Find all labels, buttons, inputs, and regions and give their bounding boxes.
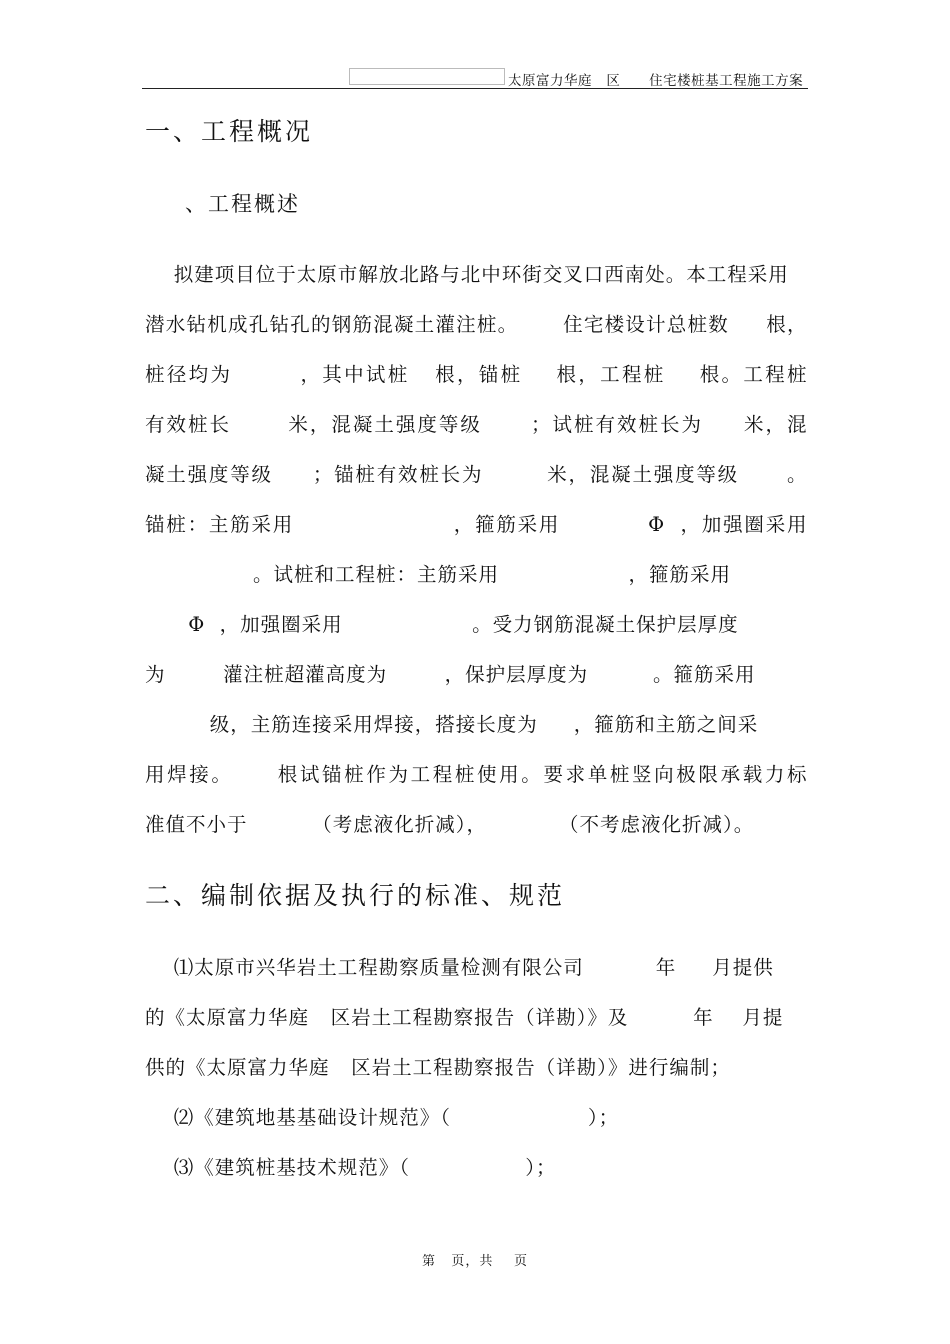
header-divider	[142, 88, 808, 89]
running-header: 太原富力华庭 区 住宅楼桩基工程施工方案	[508, 73, 804, 89]
basis-line: 供的《太原富力华庭 区岩土工程勘察报告（详勘）》进行编制；	[145, 1056, 731, 1079]
overview-line: 桩径均为 ，其中试桩 根，锚桩 根，工程桩 根。工程桩	[145, 363, 807, 386]
header-blank-field	[349, 68, 505, 85]
overview-line: 锚桩：主筋采用 ，箍筋采用 Φ ，加强圈采用	[145, 513, 807, 536]
section-1-1-heading: 、工程概述	[185, 192, 300, 216]
page-footer: 第 页，共 页	[422, 1254, 528, 1269]
overview-line: Φ ，加强圈采用 。受力钢筋混凝土保护层厚度	[145, 613, 739, 636]
overview-line: 准值不小于 （考虑液化折减）， （不考虑液化折减）。	[145, 813, 755, 836]
section-2-heading: 二、编制依据及执行的标准、规范	[145, 881, 566, 910]
overview-line: 级，主筋连接采用焊接，搭接长度为 ，箍筋和主筋之间采	[145, 713, 759, 736]
basis-line: ⑵《建筑地基基础设计规范》（ ）；	[145, 1106, 620, 1129]
section-1-heading: 一、工程概况	[145, 117, 314, 146]
overview-line: 拟建项目位于太原市解放北路与北中环街交叉口西南处。本工程采用	[145, 263, 789, 286]
overview-line: 有效桩长 米，混凝土强度等级 ；试桩有效桩长为 米，混	[145, 413, 807, 436]
basis-line: ⑶《建筑桩基技术规范》（ ）；	[145, 1156, 557, 1179]
overview-line: 用焊接。 根试锚桩作为工程桩使用。要求单桩竖向极限承载力标	[145, 763, 807, 786]
overview-line: 。试桩和工程桩：主筋采用 ，箍筋采用	[145, 563, 732, 586]
basis-line: ⑴太原市兴华岩土工程勘察质量检测有限公司 年 月提供	[145, 956, 774, 979]
overview-line: 凝土强度等级 ；锚桩有效桩长为 米，混凝土强度等级 。	[145, 463, 807, 486]
basis-line: 的《太原富力华庭 区岩土工程勘察报告（详勘）》及 年 月提	[145, 1006, 784, 1029]
overview-line: 潜水钻机成孔钻孔的钢筋混凝土灌注桩。 住宅楼设计总桩数 根，	[145, 313, 807, 336]
overview-line: 为 灌注桩超灌高度为 ，保护层厚度为 。箍筋采用	[145, 663, 756, 686]
